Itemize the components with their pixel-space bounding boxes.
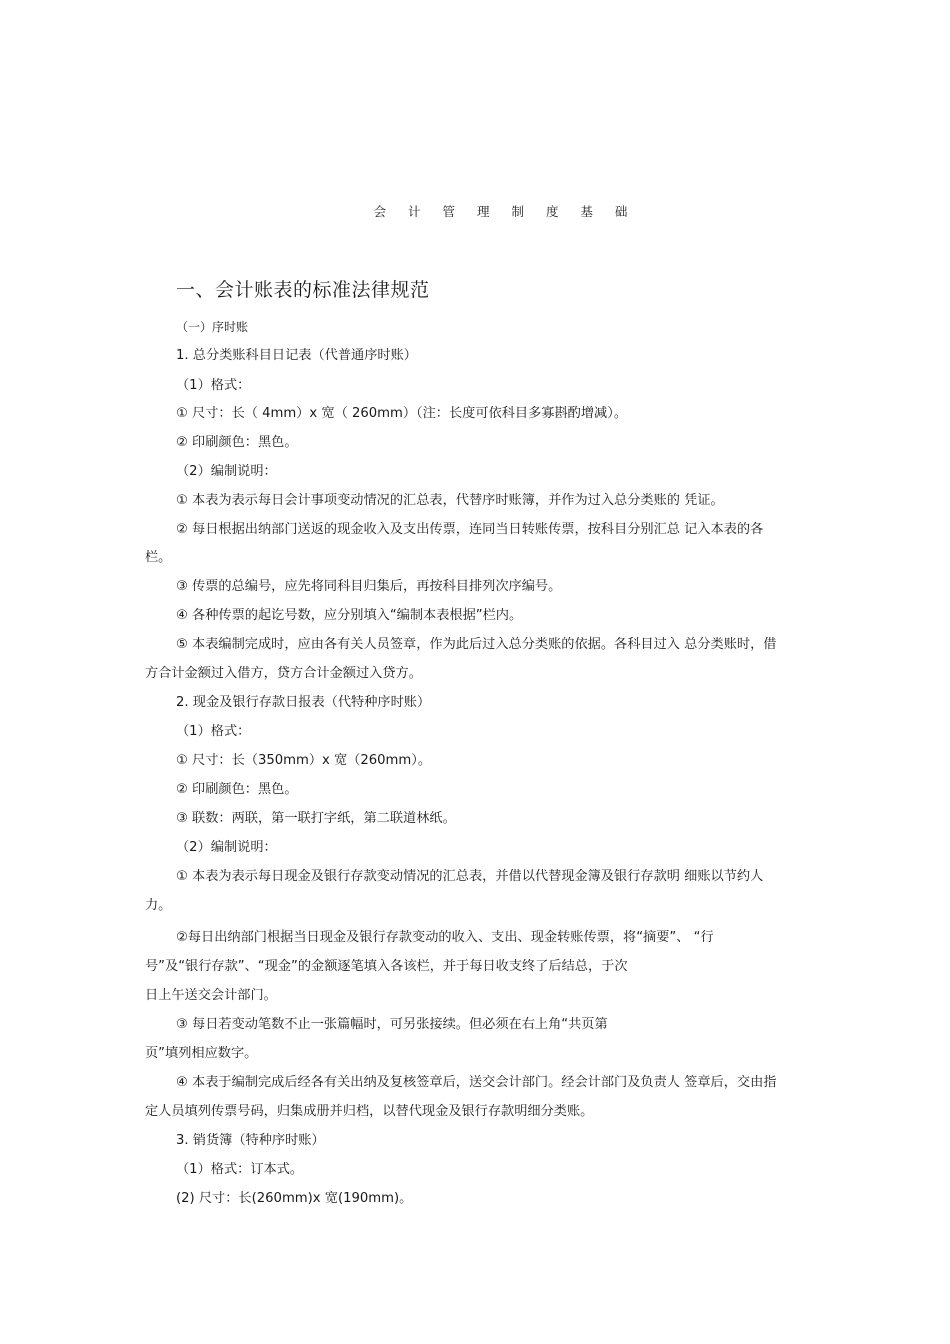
text-line: ① 本表为表示每日现金及银行存款变动情况的汇总表，并借以代替现金簿及银行存款明 细账以节约人 xyxy=(176,869,764,884)
text-line: ③ 传票的总编号，应先将同科目归集后，再按科目排列次序编号。 xyxy=(176,579,562,594)
text-line: 页”填列相应数字。 xyxy=(145,1046,258,1061)
text-line: （一）序时账 xyxy=(176,320,249,334)
text-line: ① 尺寸：长（ 4mm）x 宽（ 260mm）（注：长度可依科目多寡斟酌增减）。 xyxy=(176,406,628,421)
text-line: ④ 各种传票的起讫号数，应分别填入“编制本表根据”栏内。 xyxy=(176,608,523,623)
text-line: 定人员填列传票号码，归集成册并归档，以替代现金及银行存款明细分类账。 xyxy=(145,1104,594,1119)
text-line: 号”及“银行存款”、“现金”的金额逐笔填入各该栏，并于每日收支终了后结总，于次 xyxy=(145,959,628,974)
text-line: ② 印刷颜色：黑色。 xyxy=(176,435,298,450)
text-line: ⑤ 本表编制完成时，应由各有关人员签章，作为此后过入总分类账的依据。各科目过入 总分类账时，借 xyxy=(176,637,777,652)
text-line: 力。 xyxy=(145,898,172,913)
text-line: 栏。 xyxy=(145,550,172,565)
text-line: ② 每日根据出纳部门送返的现金收入及支出传票，连同当日转账传票，按科目分别汇总 记入本表的各 xyxy=(176,522,764,537)
text-line: （1）格式：订本式。 xyxy=(176,1162,304,1177)
text-line: 1. 总分类账科目日记表（代普通序时账） xyxy=(176,348,417,363)
text-line: ③ 每日若变动笔数不止一张篇幅时，可另张接续。但必须在右上角“共页第 xyxy=(176,1017,608,1032)
text-line: （1）格式： xyxy=(176,378,251,393)
text-line: 方合计金额过入借方，贷方合计金额过入贷方。 xyxy=(145,666,422,681)
document-title: 会 计 管 理 制 度 基 础 xyxy=(373,204,637,219)
text-line: ④ 本表于编制完成后经各有关出纳及复核签章后，送交会计部门。经会计部门及负责人 签章后，交由指 xyxy=(176,1075,777,1090)
text-line: ② 印刷颜色：黑色。 xyxy=(176,782,298,797)
text-line: ① 尺寸：长（350mm）x 宽（260mm）。 xyxy=(176,753,432,768)
section-heading: 一、会计账表的标准法律规范 xyxy=(176,279,430,301)
text-line: 3. 销货簿（特种序时账） xyxy=(176,1133,325,1148)
text-line: 日上午送交会计部门。 xyxy=(145,988,277,1003)
text-line: （2）编制说明： xyxy=(176,840,277,855)
text-line: ③ 联数：两联，第一联打字纸，第二联道林纸。 xyxy=(176,811,456,826)
text-line: ① 本表为表示每日会计事项变动情况的汇总表，代替序时账簿，并作为过入总分类账的 凭证。 xyxy=(176,493,724,508)
text-line: 2. 现金及银行存款日报表（代特种序时账） xyxy=(176,695,431,710)
text-line: ②每日出纳部门根据当日现金及银行存款变动的收入、支出、现金转账传票，将“摘要”、 “行 xyxy=(176,930,714,945)
text-line: (2) 尺寸：长(260mm)x 宽(190mm)。 xyxy=(176,1191,413,1206)
text-line: （1）格式： xyxy=(176,724,251,739)
text-line: （2）编制说明： xyxy=(176,464,277,479)
